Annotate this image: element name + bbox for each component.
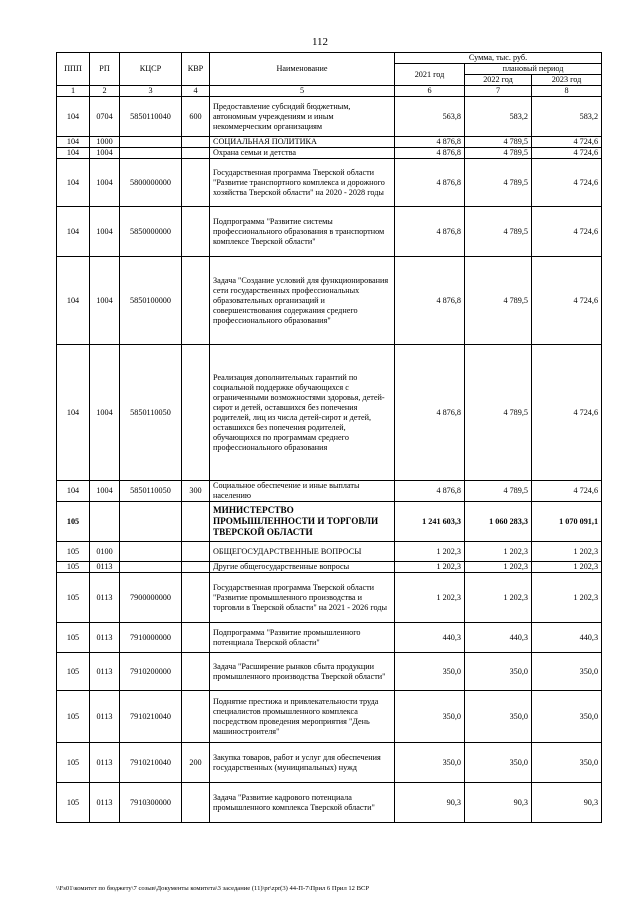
table-row	[57, 257, 602, 345]
row-amount-2021: 90,3	[395, 783, 465, 823]
row-name: Задача "Развитие кадрового потенциала промышленного комплекса Тверской области"	[210, 783, 395, 823]
row-amount-2023: 1 202,3	[532, 542, 602, 562]
row-amount-2022: 350,0	[465, 653, 532, 691]
row-ppp: 104	[57, 159, 90, 207]
row-name: Охрана семьи и детства	[210, 148, 395, 159]
row-name: Государственная программа Тверской области "Развитие промышленного производства и торговли в Тверской области" на 2021 - 2026 годы	[210, 573, 395, 623]
row-name: Закупка товаров, работ и услуг для обеспечения государственных (муниципальных) нужд	[210, 743, 395, 783]
row-rp: 0113	[90, 573, 120, 623]
row-amount-2022: 90,3	[465, 783, 532, 823]
row-kvr	[182, 691, 210, 743]
row-kvr	[182, 502, 210, 542]
row-amount-2021: 4 876,8	[395, 137, 465, 148]
table-row	[57, 691, 602, 743]
row-kvr	[182, 562, 210, 573]
colnum: 7	[465, 86, 532, 97]
row-kvr	[182, 653, 210, 691]
row-kvr	[182, 148, 210, 159]
row-amount-2023: 4 724,6	[532, 257, 602, 345]
row-amount-2022: 4 789,5	[465, 345, 532, 481]
row-kcsr	[120, 562, 182, 573]
table-row	[57, 502, 602, 542]
row-ppp: 104	[57, 257, 90, 345]
row-kcsr: 7910210040	[120, 743, 182, 783]
budget-table	[56, 52, 602, 823]
row-amount-2021: 440,3	[395, 623, 465, 653]
row-amount-2023: 583,2	[532, 97, 602, 137]
row-kvr	[182, 207, 210, 257]
row-amount-2023: 4 724,6	[532, 159, 602, 207]
row-kcsr: 5850100000	[120, 257, 182, 345]
row-amount-2022: 4 789,5	[465, 257, 532, 345]
row-ppp: 105	[57, 653, 90, 691]
row-name: СОЦИАЛЬНАЯ ПОЛИТИКА	[210, 137, 395, 148]
row-ppp: 105	[57, 623, 90, 653]
table-row	[57, 148, 602, 159]
row-name: Задача "Расширение рынков сбыта продукции промышленного производства Тверской области"	[210, 653, 395, 691]
row-ppp: 105	[57, 573, 90, 623]
row-amount-2023: 1 202,3	[532, 562, 602, 573]
row-amount-2021: 1 241 603,3	[395, 502, 465, 542]
row-amount-2023: 4 724,6	[532, 137, 602, 148]
row-amount-2023: 1 070 091,1	[532, 502, 602, 542]
row-amount-2022: 440,3	[465, 623, 532, 653]
row-ppp: 104	[57, 97, 90, 137]
row-amount-2023: 90,3	[532, 783, 602, 823]
row-amount-2021: 1 202,3	[395, 573, 465, 623]
row-amount-2021: 350,0	[395, 653, 465, 691]
header-sum: Сумма, тыс. руб.	[395, 53, 602, 64]
row-amount-2023: 440,3	[532, 623, 602, 653]
colnum: 2	[90, 86, 120, 97]
row-amount-2023: 4 724,6	[532, 345, 602, 481]
row-amount-2022: 4 789,5	[465, 481, 532, 502]
row-amount-2021: 4 876,8	[395, 345, 465, 481]
table-row	[57, 562, 602, 573]
row-kvr	[182, 542, 210, 562]
row-rp: 0113	[90, 653, 120, 691]
row-amount-2022: 350,0	[465, 743, 532, 783]
row-kcsr: 7910000000	[120, 623, 182, 653]
header-year-2023: 2023 год	[532, 75, 602, 86]
table-row	[57, 159, 602, 207]
row-ppp: 105	[57, 542, 90, 562]
row-amount-2021: 1 202,3	[395, 562, 465, 573]
colnum: 5	[210, 86, 395, 97]
header-year-2021: 2021 год	[395, 64, 465, 86]
row-kvr	[182, 257, 210, 345]
header-name: Наименование	[210, 53, 395, 86]
file-path-footer: \\Fs01\комитет по бюджету\7 созыв\Документы комитета\3 заседание (11)\pr\zpr(3) 44-П-7\Прил 6 Прил 12 ВСР	[56, 885, 370, 892]
row-kcsr: 5800000000	[120, 159, 182, 207]
row-amount-2022: 1 202,3	[465, 573, 532, 623]
table-row	[57, 743, 602, 783]
row-ppp: 104	[57, 345, 90, 481]
row-amount-2021: 4 876,8	[395, 481, 465, 502]
row-kvr	[182, 783, 210, 823]
row-kvr	[182, 573, 210, 623]
row-kvr	[182, 345, 210, 481]
row-amount-2022: 1 202,3	[465, 562, 532, 573]
row-name: Задача "Создание условий для функционирования сети государственных профессиональных образовательных организаций и совершенствования содержания среднего профессионального образования"	[210, 257, 395, 345]
table-row	[57, 623, 602, 653]
row-amount-2022: 4 789,5	[465, 137, 532, 148]
row-rp: 1004	[90, 257, 120, 345]
page-number: 112	[311, 36, 329, 48]
row-kvr: 600	[182, 97, 210, 137]
header-year-2022: 2022 год	[465, 75, 532, 86]
table-row	[57, 783, 602, 823]
colnum: 1	[57, 86, 90, 97]
row-rp: 1004	[90, 148, 120, 159]
row-amount-2021: 1 202,3	[395, 542, 465, 562]
row-kvr: 300	[182, 481, 210, 502]
header-kcsr: КЦСР	[120, 53, 182, 86]
table-row	[57, 573, 602, 623]
row-kcsr: 7910300000	[120, 783, 182, 823]
table-row	[57, 137, 602, 148]
row-amount-2023: 350,0	[532, 653, 602, 691]
row-rp: 0100	[90, 542, 120, 562]
row-kvr	[182, 159, 210, 207]
table-body	[57, 97, 602, 823]
row-amount-2022: 350,0	[465, 691, 532, 743]
row-amount-2023: 350,0	[532, 691, 602, 743]
table-row	[57, 207, 602, 257]
table-row	[57, 481, 602, 502]
row-name: Государственная программа Тверской области "Развитие транспортного комплекса и дорожного хозяйства Тверской области" на 2020 - 2028 годы	[210, 159, 395, 207]
row-kcsr	[120, 148, 182, 159]
row-rp: 0113	[90, 691, 120, 743]
row-name: МИНИСТЕРСТВО ПРОМЫШЛЕННОСТИ И ТОРГОВЛИ ТВЕРСКОЙ ОБЛАСТИ	[210, 502, 395, 542]
row-kcsr: 5850110040	[120, 97, 182, 137]
row-amount-2023: 1 202,3	[532, 573, 602, 623]
colnum: 8	[532, 86, 602, 97]
row-ppp: 104	[57, 481, 90, 502]
row-amount-2023: 4 724,6	[532, 148, 602, 159]
row-ppp: 105	[57, 783, 90, 823]
row-amount-2021: 350,0	[395, 691, 465, 743]
row-rp	[90, 502, 120, 542]
row-name: ОБЩЕГОСУДАРСТВЕННЫЕ ВОПРОСЫ	[210, 542, 395, 562]
row-ppp: 104	[57, 148, 90, 159]
row-kvr	[182, 137, 210, 148]
row-amount-2022: 1 060 283,3	[465, 502, 532, 542]
row-rp: 0113	[90, 562, 120, 573]
row-amount-2022: 4 789,5	[465, 207, 532, 257]
row-rp: 1004	[90, 345, 120, 481]
row-amount-2022: 4 789,5	[465, 159, 532, 207]
row-amount-2021: 350,0	[395, 743, 465, 783]
row-amount-2021: 4 876,8	[395, 207, 465, 257]
row-name: Предоставление субсидий бюджетным, автономным учреждениям и иным некоммерческим организациям	[210, 97, 395, 137]
row-kcsr: 5850110050	[120, 345, 182, 481]
row-amount-2022: 1 202,3	[465, 542, 532, 562]
row-rp: 1004	[90, 207, 120, 257]
colnum: 4	[182, 86, 210, 97]
row-amount-2022: 4 789,5	[465, 148, 532, 159]
row-kvr: 200	[182, 743, 210, 783]
table-row	[57, 97, 602, 137]
header-planned-period: плановый период	[465, 64, 602, 75]
colnum: 6	[395, 86, 465, 97]
row-kvr	[182, 623, 210, 653]
header-kvr: КВР	[182, 53, 210, 86]
row-rp: 0113	[90, 783, 120, 823]
table-row	[57, 542, 602, 562]
row-ppp: 104	[57, 137, 90, 148]
row-amount-2023: 350,0	[532, 743, 602, 783]
row-kcsr	[120, 137, 182, 148]
row-rp: 0704	[90, 97, 120, 137]
row-ppp: 105	[57, 502, 90, 542]
row-name: Реализация дополнительных гарантий по социальной поддержке обучающихся с ограниченными возможностями здоровья, детей-сирот и детей, оставшихся без попечения родителей, лиц из числа детей-сирот и детей, оставшихся без попечения родителей, обучающихся по программам среднего профессионального образования	[210, 345, 395, 481]
colnum: 3	[120, 86, 182, 97]
row-kcsr: 5850000000	[120, 207, 182, 257]
row-name: Подпрограмма "Развитие промышленного потенциала Тверской области"	[210, 623, 395, 653]
row-rp: 1000	[90, 137, 120, 148]
row-kcsr: 7910210040	[120, 691, 182, 743]
row-amount-2021: 4 876,8	[395, 257, 465, 345]
row-kcsr	[120, 502, 182, 542]
row-name: Подпрограмма "Развитие системы профессионального образования в транспортном комплексе Тверской области"	[210, 207, 395, 257]
row-amount-2021: 563,8	[395, 97, 465, 137]
row-ppp: 105	[57, 562, 90, 573]
row-kcsr: 5850110050	[120, 481, 182, 502]
row-kcsr: 7900000000	[120, 573, 182, 623]
row-ppp: 104	[57, 207, 90, 257]
row-kcsr: 7910200000	[120, 653, 182, 691]
header-rp: РП	[90, 53, 120, 86]
row-rp: 0113	[90, 623, 120, 653]
row-rp: 1004	[90, 159, 120, 207]
row-amount-2021: 4 876,8	[395, 148, 465, 159]
row-name: Другие общегосударственные вопросы	[210, 562, 395, 573]
row-name: Поднятие престижа и привлекательности труда специалистов промышленного комплекса посредством проведения мероприятия "День машиностроителя"	[210, 691, 395, 743]
row-rp: 1004	[90, 481, 120, 502]
row-amount-2023: 4 724,6	[532, 207, 602, 257]
row-amount-2023: 4 724,6	[532, 481, 602, 502]
row-name: Социальное обеспечение и иные выплаты населению	[210, 481, 395, 502]
row-amount-2022: 583,2	[465, 97, 532, 137]
table-row	[57, 345, 602, 481]
header-ppp: ППП	[57, 53, 90, 86]
row-ppp: 105	[57, 743, 90, 783]
row-rp: 0113	[90, 743, 120, 783]
row-ppp: 105	[57, 691, 90, 743]
row-kcsr	[120, 542, 182, 562]
table-row	[57, 653, 602, 691]
row-amount-2021: 4 876,8	[395, 159, 465, 207]
